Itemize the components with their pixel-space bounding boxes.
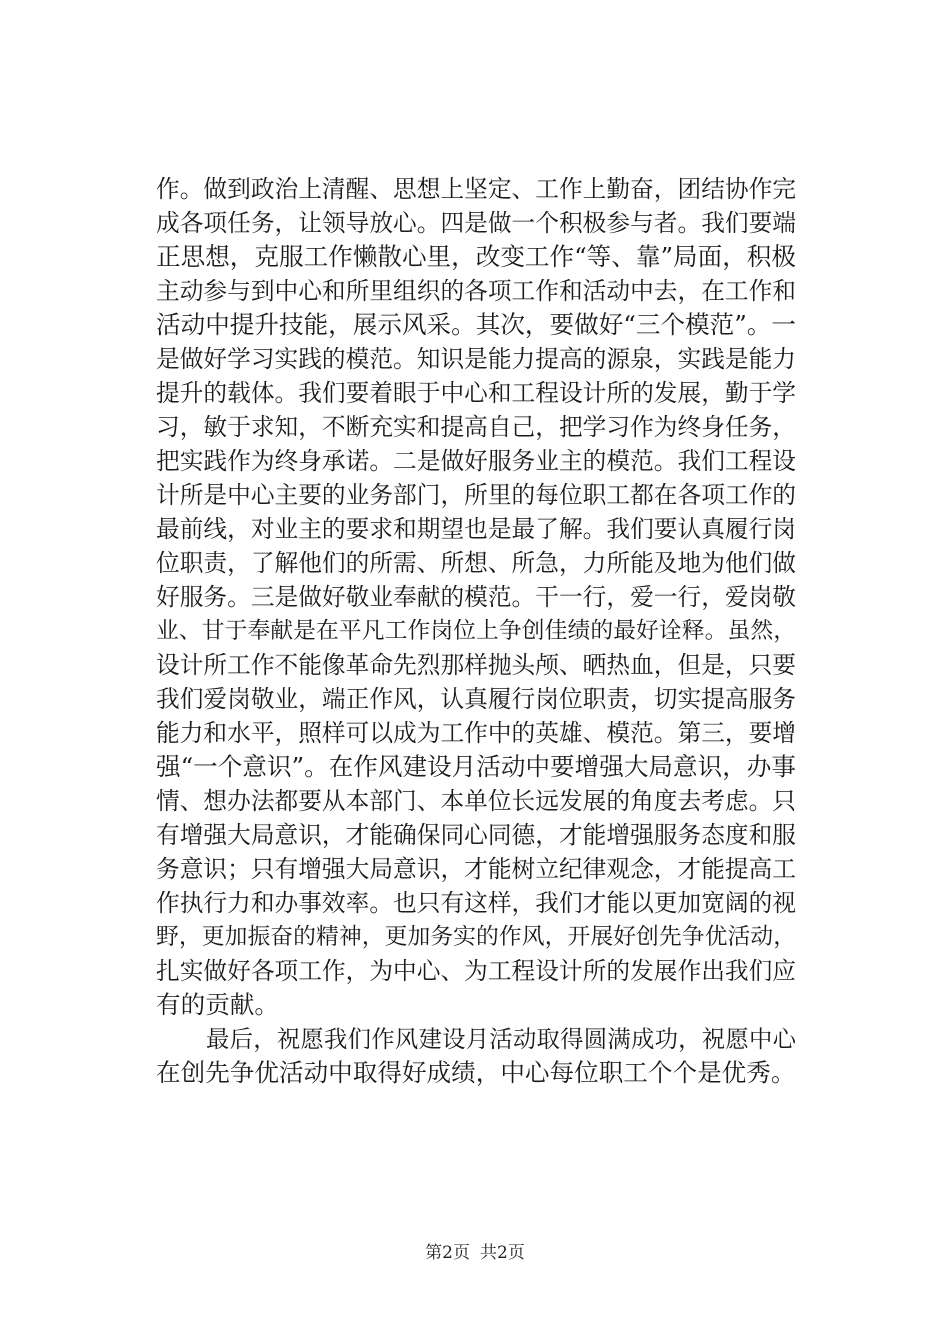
body-text: [156, 172, 796, 1090]
text-line: 能力和水平，照样可以成为工作中的英雄、模范。第三，要增: [156, 719, 796, 747]
text-line: 业、甘于奉献是在平凡工作岗位上争创佳绩的最好诠释。虽然，: [156, 618, 796, 644]
text-line: 活动中提升技能，展示风采。其次，要做好“三个模范”。一: [156, 310, 796, 339]
text-line: 是做好学习实践的模范。知识是能力提高的源泉，实践是能力: [156, 345, 796, 373]
text-line: 有的贡献。: [156, 990, 279, 1019]
text-line: 主动参与到中心和所里组织的各项工作和活动中去，在工作和: [156, 277, 796, 305]
text-line: 好服务。三是做好敬业奉献的模范。干一行，爱一行，爱岗敬: [156, 583, 796, 611]
text-line: 最前线，对业主的要求和期望也是最了解。我们要认真履行岗: [156, 515, 796, 543]
text-line: 习，敏于求知，不断充实和提高自己，把学习作为终身任务，: [156, 413, 796, 441]
text-line: 设计所工作不能像革命先烈那样抛头颅、晒热血，但是，只要: [156, 651, 796, 679]
text-line: 位职责，了解他们的所需、所想、所急，力所能及地为他们做: [156, 549, 796, 577]
page-total: 共2页: [480, 1243, 525, 1263]
text-line: 情、想办法都要从本部门、本单位长远发展的角度去考虑。只: [156, 787, 796, 815]
text-line: 成各项任务，让领导放心。四是做一个积极参与者。我们要端: [156, 209, 796, 237]
text-line: 扎实做好各项工作，为中心、为工程设计所的发展作出我们应: [156, 957, 796, 985]
text-line: 在创先争优活动中取得好成绩，中心每位职工个个是优秀。: [156, 1058, 796, 1087]
text-line: 最后，祝愿我们作风建设月活动取得圆满成功，祝愿中心: [206, 1025, 796, 1053]
text-line: 我们爱岗敬业，端正作风，认真履行岗位职责，切实提高服务: [156, 685, 796, 713]
text-line: 强“一个意识”。在作风建设月活动中要增强大局意识，办事: [156, 752, 796, 781]
text-line: 提升的载体。我们要着眼于中心和工程设计所的发展，勤于学: [156, 379, 796, 407]
text-line: 务意识；只有增强大局意识，才能树立纪律观念，才能提高工: [156, 855, 796, 883]
text-line: 有增强大局意识，才能确保同心同德，才能增强服务态度和服: [156, 821, 796, 849]
text-line: 作执行力和办事效率。也只有这样，我们才能以更加宽阔的视: [156, 889, 796, 917]
page-footer: [0, 1242, 950, 1264]
text-line: 作。做到政治上清醒、思想上坚定、工作上勤奋，团结协作完: [156, 175, 796, 203]
text-line: 野，更加振奋的精神，更加务实的作风，开展好创先争优活动，: [156, 924, 796, 950]
text-line: 计所是中心主要的业务部门，所里的每位职工都在各项工作的: [156, 481, 796, 509]
text-line: 把实践作为终身承诺。二是做好服务业主的模范。我们工程设: [156, 447, 796, 475]
text-line: 正思想，克服工作懒散心里，改变工作“等、靠”局面，积极: [156, 242, 796, 271]
page-number: 第2页: [425, 1243, 470, 1263]
